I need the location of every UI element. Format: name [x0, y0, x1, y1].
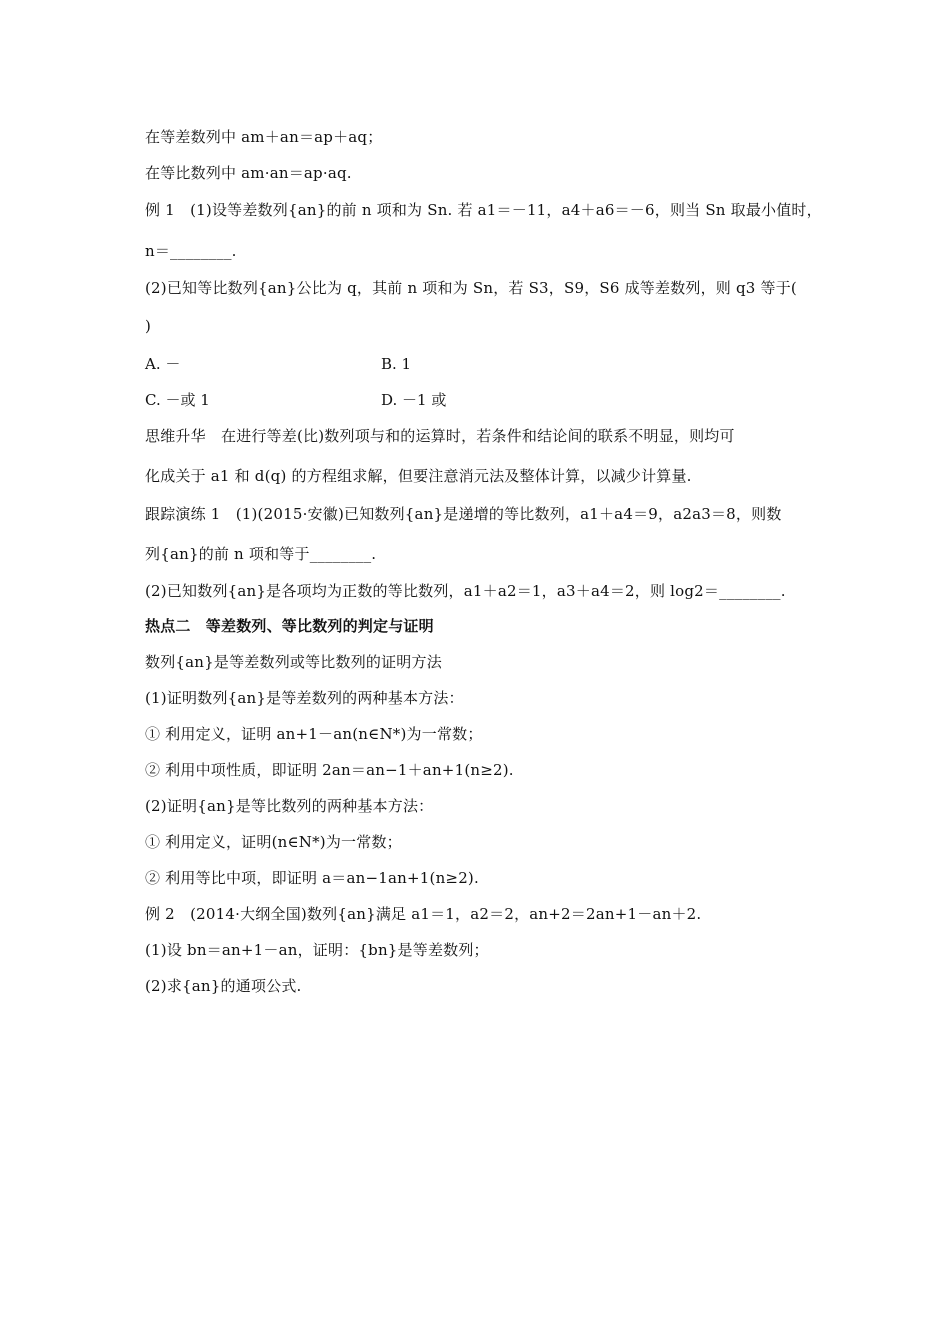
text-line: 化成关于 a1 和 d(q) 的方程组求解，但要注意消元法及整体计算，以减少计算量.: [145, 467, 692, 485]
text-line: (2)已知等比数列{an}公比为 q，其前 n 项和为 Sn，若 S3，S9，S6 成等差数列，则 q3 等于(: [145, 279, 797, 297]
section-heading: 热点二 等差数列、等比数列的判定与证明: [145, 617, 434, 635]
text-line: n＝________.: [145, 242, 237, 260]
option-d: D. －1 或: [381, 391, 447, 409]
text-line: ② 利用中项性质，即证明 2an＝an−1＋an+1(n≥2).: [145, 761, 514, 779]
option-c: C. －或 1: [145, 391, 210, 409]
text-line: ): [145, 317, 152, 335]
text-line: 例 1 (1)设等差数列{an}的前 n 项和为 Sn. 若 a1＝－11，a4＋a6＝－6，则当 Sn 取最小值时，: [145, 201, 822, 219]
text-line: 数列{an}是等差数列或等比数列的证明方法: [145, 653, 442, 671]
text-line: 思维升华 在进行等差(比)数列项与和的运算时，若条件和结论间的联系不明显，则均可: [145, 427, 735, 445]
text-line: (1)设 bn＝an+1－an，证明：{bn}是等差数列；: [145, 941, 489, 959]
text-line: ① 利用定义，证明(n∈N*)为一常数；: [145, 833, 402, 851]
text-line: (2)求{an}的通项公式.: [145, 977, 302, 995]
option-a: A. －: [145, 355, 181, 373]
text-line: (1)证明数列{an}是等差数列的两种基本方法：: [145, 689, 464, 707]
text-line: 跟踪演练 1 (1)(2015·安徽)已知数列{an}是递增的等比数列，a1＋a4＝9，a2a3＝8，则数: [145, 505, 782, 523]
text-line: 在等比数列中 am·an＝ap·aq.: [145, 164, 352, 182]
text-line: ① 利用定义，证明 an+1－an(n∈N*)为一常数；: [145, 725, 483, 743]
text-line: 例 2 (2014·大纲全国)数列{an}满足 a1＝1，a2＝2，an+2＝2an+1－an＋2.: [145, 905, 702, 923]
text-line: (2)证明{an}是等比数列的两种基本方法：: [145, 797, 434, 815]
text-line: 列{an}的前 n 项和等于________.: [145, 545, 377, 563]
text-line: (2)已知数列{an}是各项均为正数的等比数列，a1＋a2＝1，a3＋a4＝2，则 log2＝________.: [145, 582, 786, 600]
option-b: B. 1: [381, 355, 412, 373]
text-line: ② 利用等比中项，即证明 a＝an−1an+1(n≥2).: [145, 869, 479, 887]
text-line: 在等差数列中 am＋an＝ap＋aq；: [145, 128, 383, 146]
